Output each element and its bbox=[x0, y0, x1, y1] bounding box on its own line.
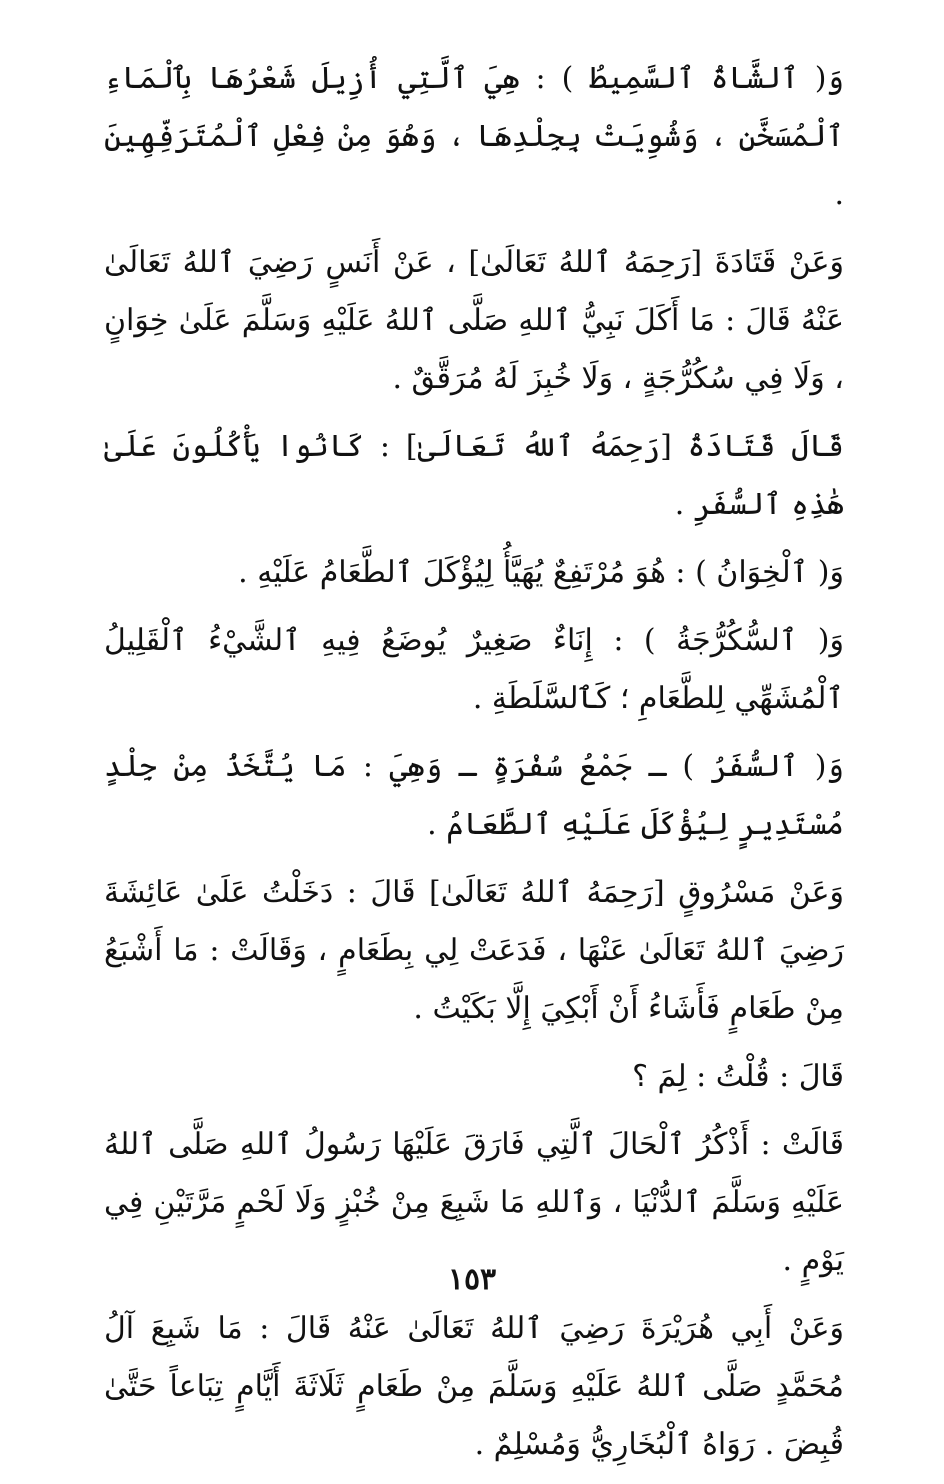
paragraph-khiwan-definition: وَ( ٱلْخِوَانُ ) : هُوَ مُرْتَفِعٌ يُهَيَّأُ لِيُؤْكَلَ ٱلطَّعَامُ عَلَيْهِ . bbox=[238, 555, 844, 590]
paragraph-samit-definition: وَ( ٱلشَّاةُ ٱلسَّمِيطُ ) : هِيَ ٱلَّتِي أُزِيلَ شَعْرُهَا بِٱلْمَاءِ ٱلْمُسَخَّنِ ، وَشُوِيَتْ بِجِلْدِهَا ، وَهُوَ مِنْ فِعْلِ ٱلْمُتَرَفِّهِينَ . bbox=[104, 61, 844, 212]
paragraph-qatada-sufar: قَالَ قَتَادَةُ [رَحِمَهُ ٱللهُ تَعَالَىٰ] : كَانُوا يَأْكُلُونَ عَلَىٰ هَٰذِهِ ٱلسُّفَرِ . bbox=[104, 429, 844, 522]
paragraph-sufar-definition: وَ( ٱلسُّفَرُ ) ـ جَمْعُ سُفْرَةٍ ـ وَهِيَ : مَا يُتَّخَذُ مِنْ جِلْدٍ مُسْتَدِيرٍ لِيُؤْكَلَ عَلَيْهِ ٱلطَّعَامُ . bbox=[104, 749, 844, 842]
paragraph-qatada-hadith: وَعَنْ قَتَادَةَ [رَحِمَهُ ٱللهُ تَعَالَىٰ] ، عَنْ أَنَسٍ رَضِيَ ٱللهُ تَعَالَىٰ عَنْهُ قَالَ : مَا أَكَلَ نَبِيُّ ٱللهِ صَلَّى ٱللهُ عَلَيْهِ وَسَلَّمَ عَلَىٰ خِوَانٍ ، وَلَا فِي سُكُرُّجَةٍ ، وَلَا خُبِزَ لَهُ مُرَقَّقٌ . bbox=[104, 245, 844, 396]
paragraph-qultu-lima: قَالَ : قُلْتُ : لِمَ ؟ bbox=[632, 1059, 844, 1094]
paragraph-abu-hurayra-hadith: وَعَنْ أَبِي هُرَيْرَةَ رَضِيَ ٱللهُ تَعَالَىٰ عَنْهُ قَالَ : مَا شَبِعَ آلُ مُحَمَّدٍ صَلَّى ٱللهُ عَلَيْهِ وَسَلَّمَ مِنْ طَعَامٍ ثَلَاثَةَ أَيَّامٍ تِبَاعاً حَتَّىٰ قُبِضَ . رَوَاهُ ٱلْبُخَارِيُّ وَمُسْلِمٌ . bbox=[104, 1311, 844, 1462]
paragraph-aisha-answer: قَالَتْ : أَذْكُرُ ٱلْحَالَ ٱلَّتِي فَارَقَ عَلَيْهَا رَسُولُ ٱللهِ صَلَّى ٱللهُ عَلَيْهِ وَسَلَّمَ ٱلدُّنْيَا ، وَٱللهِ مَا شَبِعَ مِنْ خُبْزٍ وَلَا لَحْمٍ مَرَّتَيْنِ فِي يَوْمٍ . bbox=[104, 1127, 844, 1278]
paragraph-sukurruja-definition: وَ( ٱلسُّكُرُّجَةُ ) : إِنَاءٌ صَغِيرٌ يُوضَعُ فِيهِ ٱلشَّيْءُ ٱلْقَلِيلُ ٱلْمُشَهِّي لِلطَّعَامِ ؛ كَٱلسَّلَطَةِ . bbox=[104, 623, 844, 716]
page-number: ١٥٣ bbox=[447, 1262, 497, 1297]
paragraph-masruq-hadith: وَعَنْ مَسْرُوقٍ [رَحِمَهُ ٱللهُ تَعَالَىٰ] قَالَ : دَخَلْتُ عَلَىٰ عَائِشَةَ رَضِيَ ٱللهُ تَعَالَىٰ عَنْهَا ، فَدَعَتْ لِي بِطَعَامٍ ، وَقَالَتْ : مَا أَشْبَعُ مِنْ طَعَامٍ فَأَشَاءُ أَنْ أَبْكِيَ إِلَّا بَكَيْتُ . bbox=[104, 875, 844, 1026]
